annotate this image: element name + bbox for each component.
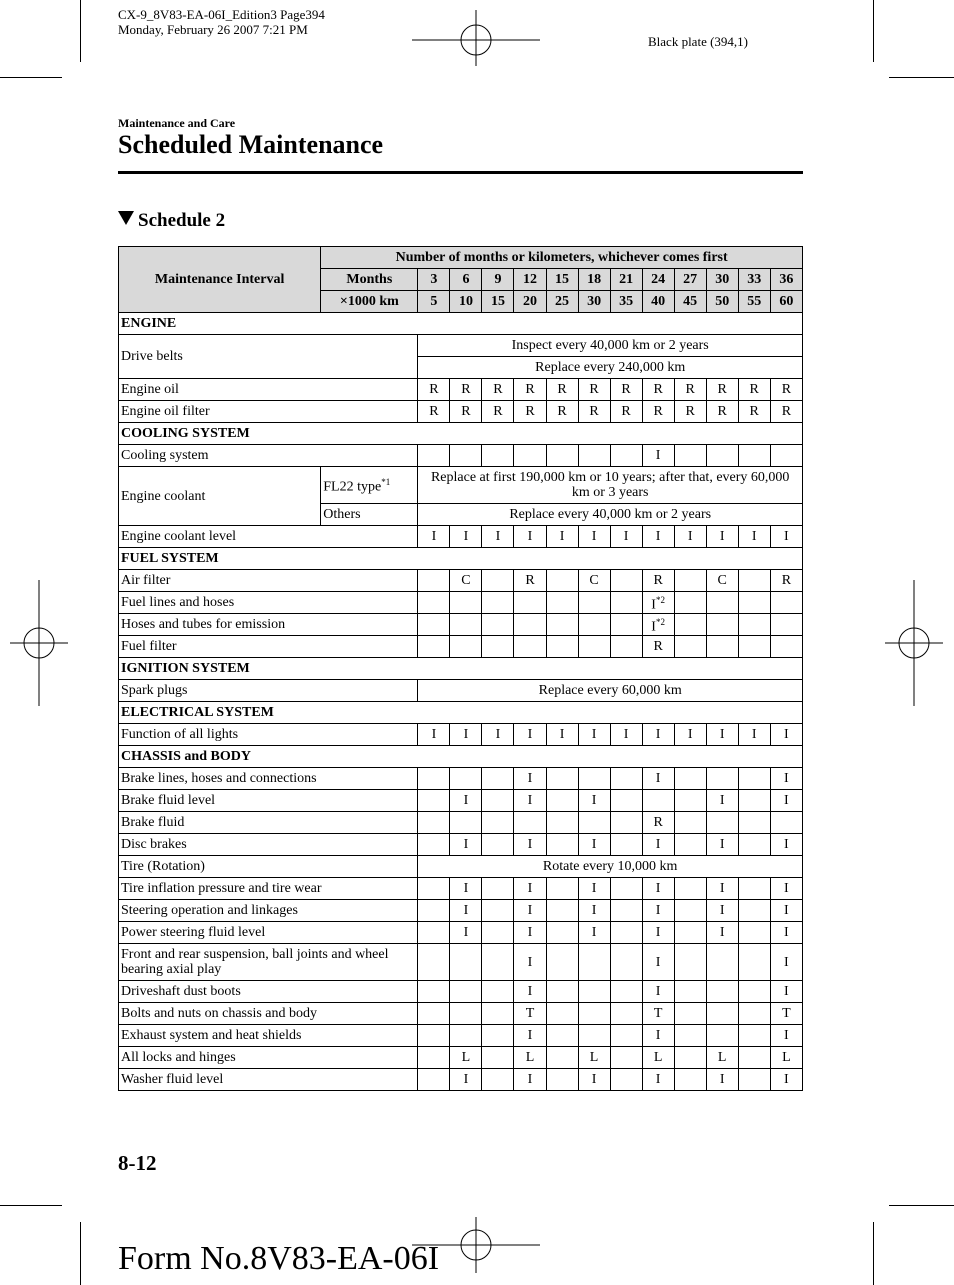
cell: I <box>674 724 706 746</box>
month-cell: 36 <box>770 269 802 291</box>
print-header-line1: CX-9_8V83-EA-06I_Edition3 Page394 <box>118 7 325 22</box>
cell: L <box>642 1047 674 1069</box>
title-rule <box>118 171 803 174</box>
cell: T <box>642 1003 674 1025</box>
cell: L <box>578 1047 610 1069</box>
table-row <box>119 981 803 1003</box>
cell: I <box>514 900 546 922</box>
cell: I <box>770 768 802 790</box>
row-label-driveshaft: Driveshaft dust boots <box>119 981 418 1003</box>
row-label-power-steering: Power steering fluid level <box>119 922 418 944</box>
page-title: Scheduled Maintenance <box>118 130 384 159</box>
cell: I <box>418 526 450 548</box>
footnote-ref: *2 <box>655 594 665 605</box>
cell: R <box>642 379 674 401</box>
cell: I <box>514 922 546 944</box>
row-label-fuel-filter: Fuel filter <box>119 636 418 658</box>
row-label-brake-fluid: Brake fluid <box>119 812 418 834</box>
cell: I <box>514 878 546 900</box>
table-row <box>119 944 803 981</box>
cell: I <box>674 526 706 548</box>
crop-mark <box>0 77 62 78</box>
row-label-steering: Steering operation and linkages <box>119 900 418 922</box>
month-cell: 15 <box>546 269 578 291</box>
cell: R <box>578 379 610 401</box>
cell: R <box>546 401 578 423</box>
cell: I <box>770 724 802 746</box>
others-text: Replace every 40,000 km or 2 years <box>418 504 803 526</box>
table-row <box>119 592 803 614</box>
cell: I <box>642 834 674 856</box>
cell: I <box>514 1025 546 1047</box>
table-row <box>119 878 803 900</box>
cell: I <box>514 1069 546 1091</box>
km-label: ×1000 km <box>321 291 418 313</box>
registration-mark-left <box>8 578 70 708</box>
category-cooling: COOLING SYSTEM <box>119 423 803 445</box>
cell: R <box>674 401 706 423</box>
cell: R <box>546 379 578 401</box>
table-row <box>119 1047 803 1069</box>
km-cell: 50 <box>706 291 738 313</box>
row-label-exhaust: Exhaust system and heat shields <box>119 1025 418 1047</box>
drive-belts-inspect: Inspect every 40,000 km or 2 years <box>418 335 803 357</box>
km-cell: 40 <box>642 291 674 313</box>
row-label-air-filter: Air filter <box>119 570 418 592</box>
cell: L <box>514 1047 546 1069</box>
crop-mark <box>889 77 954 78</box>
cell: I <box>642 768 674 790</box>
month-cell: 27 <box>674 269 706 291</box>
table-row <box>119 526 803 548</box>
cell: I <box>546 724 578 746</box>
section-label: Maintenance and Care <box>118 116 236 130</box>
km-cell: 60 <box>770 291 802 313</box>
table-row <box>119 834 803 856</box>
row-label-disc-brakes: Disc brakes <box>119 834 418 856</box>
cell: R <box>642 570 674 592</box>
table-row <box>119 445 803 467</box>
cell: I <box>610 724 642 746</box>
category-fuel: FUEL SYSTEM <box>119 548 803 570</box>
cell: I <box>450 878 482 900</box>
cell: I <box>706 790 738 812</box>
row-label-suspension: Front and rear suspension, ball joints and wheel bearing axial play <box>119 944 418 981</box>
cell: I <box>642 1025 674 1047</box>
table-row <box>119 680 803 702</box>
cell: I <box>514 834 546 856</box>
cell: I <box>450 526 482 548</box>
table-row <box>119 724 803 746</box>
cell: I <box>514 790 546 812</box>
cell: I <box>514 981 546 1003</box>
cell: I <box>770 922 802 944</box>
cell: R <box>514 379 546 401</box>
cell: I <box>450 922 482 944</box>
km-cell: 30 <box>578 291 610 313</box>
interval-header: Maintenance Interval <box>119 247 321 313</box>
cell-text: I <box>651 597 656 613</box>
row-label-tire-inflation: Tire inflation pressure and tire wear <box>119 878 418 900</box>
cell: R <box>418 379 450 401</box>
table-row <box>119 401 803 423</box>
cell: I <box>706 834 738 856</box>
cell: L <box>770 1047 802 1069</box>
spark-plugs-text: Replace every 60,000 km <box>418 680 803 702</box>
cell: R <box>642 401 674 423</box>
cell: R <box>482 379 514 401</box>
cell: I <box>450 834 482 856</box>
cell: I <box>770 981 802 1003</box>
km-cell: 10 <box>450 291 482 313</box>
cell: R <box>482 401 514 423</box>
interval-top-header: Number of months or kilometers, whichever comes first <box>321 247 803 269</box>
cell: T <box>514 1003 546 1025</box>
cell: I <box>450 1069 482 1091</box>
row-label-drive-belts: Drive belts <box>119 335 418 379</box>
row-label-coolant-level: Engine coolant level <box>119 526 418 548</box>
cell: C <box>578 570 610 592</box>
cell: I <box>770 1069 802 1091</box>
cell: I <box>578 922 610 944</box>
maintenance-table <box>118 246 803 1091</box>
cell: C <box>706 570 738 592</box>
cell: I <box>706 526 738 548</box>
drive-belts-replace: Replace every 240,000 km <box>418 357 803 379</box>
month-cell: 30 <box>706 269 738 291</box>
cell: R <box>610 401 642 423</box>
cell: R <box>770 570 802 592</box>
cell: I <box>770 944 802 981</box>
fl22-type-label <box>321 467 418 504</box>
registration-mark-right <box>883 578 945 708</box>
table-row <box>119 922 803 944</box>
km-cell: 25 <box>546 291 578 313</box>
month-cell: 33 <box>738 269 770 291</box>
km-cell: 55 <box>738 291 770 313</box>
footnote-ref: *1 <box>381 477 391 488</box>
cell: I <box>642 900 674 922</box>
cell: I <box>450 724 482 746</box>
fl22-type-text-cell: Replace at first 190,000 km or 10 years; after that, every 60,000 km or 3 years <box>418 467 803 504</box>
cell: R <box>450 379 482 401</box>
row-label-brake-lines: Brake lines, hoses and connections <box>119 768 418 790</box>
crop-mark <box>0 1205 62 1206</box>
cell: I <box>514 944 546 981</box>
row-label-spark-plugs: Spark plugs <box>119 680 418 702</box>
cell <box>642 614 674 636</box>
table-row <box>119 636 803 658</box>
row-label-engine-oil: Engine oil <box>119 379 418 401</box>
cell: I <box>706 900 738 922</box>
cell: I <box>706 724 738 746</box>
cell: R <box>642 812 674 834</box>
cell: T <box>770 1003 802 1025</box>
cell: I <box>642 1069 674 1091</box>
cell: I <box>770 526 802 548</box>
cell: I <box>770 878 802 900</box>
table-row <box>119 570 803 592</box>
table-row <box>119 1003 803 1025</box>
cell: R <box>706 379 738 401</box>
cell: I <box>738 724 770 746</box>
cell: I <box>578 1069 610 1091</box>
km-cell: 35 <box>610 291 642 313</box>
cell: I <box>642 981 674 1003</box>
cell: R <box>610 379 642 401</box>
month-cell: 3 <box>418 269 450 291</box>
cell: R <box>770 401 802 423</box>
month-cell: 6 <box>450 269 482 291</box>
table-row <box>119 768 803 790</box>
cell <box>642 592 674 614</box>
table-row <box>119 790 803 812</box>
km-cell: 15 <box>482 291 514 313</box>
cell: I <box>610 526 642 548</box>
cell: R <box>450 401 482 423</box>
tire-rotation-text: Rotate every 10,000 km <box>418 856 803 878</box>
cell: I <box>578 724 610 746</box>
cell: R <box>642 636 674 658</box>
category-electrical: ELECTRICAL SYSTEM <box>119 702 803 724</box>
crop-mark <box>873 1222 874 1285</box>
table-row <box>119 379 803 401</box>
cell: R <box>578 401 610 423</box>
cell: L <box>706 1047 738 1069</box>
plate-label: Black plate (394,1) <box>648 34 748 49</box>
cell-text: I <box>651 619 656 635</box>
cell: I <box>770 900 802 922</box>
cell: I <box>642 526 674 548</box>
cell: I <box>514 526 546 548</box>
category-engine: ENGINE <box>119 313 803 335</box>
months-label: Months <box>321 269 418 291</box>
km-cell: 45 <box>674 291 706 313</box>
cell: I <box>642 724 674 746</box>
cell: R <box>706 401 738 423</box>
cell: I <box>642 878 674 900</box>
cell: I <box>706 878 738 900</box>
table-row <box>119 614 803 636</box>
cell: I <box>450 790 482 812</box>
cell: I <box>770 834 802 856</box>
row-label-bolts: Bolts and nuts on chassis and body <box>119 1003 418 1025</box>
row-label-engine-coolant: Engine coolant <box>119 467 321 526</box>
schedule-heading-text: Schedule 2 <box>138 210 226 231</box>
cell: I <box>514 724 546 746</box>
month-cell: 24 <box>642 269 674 291</box>
cell: I <box>578 878 610 900</box>
month-cell: 18 <box>578 269 610 291</box>
cell: R <box>674 379 706 401</box>
row-label-hoses-emission: Hoses and tubes for emission <box>119 614 418 636</box>
crop-mark <box>80 1222 81 1285</box>
cell: R <box>514 401 546 423</box>
table-row <box>119 812 803 834</box>
table-row <box>119 856 803 878</box>
crop-mark <box>80 0 81 62</box>
triangle-down-icon <box>118 211 134 225</box>
row-label-cooling-system: Cooling system <box>119 445 418 467</box>
row-label-washer: Washer fluid level <box>119 1069 418 1091</box>
form-number: Form No.8V83-EA-06I <box>118 1240 440 1277</box>
km-cell: 20 <box>514 291 546 313</box>
others-label: Others <box>321 504 418 526</box>
row-label-brake-fluid-level: Brake fluid level <box>119 790 418 812</box>
print-header-line2: Monday, February 26 2007 7:21 PM <box>118 22 308 37</box>
row-label-fuel-lines: Fuel lines and hoses <box>119 592 418 614</box>
cell: I <box>706 922 738 944</box>
cell: I <box>578 526 610 548</box>
cell: I <box>482 526 514 548</box>
cell: I <box>642 944 674 981</box>
table-row <box>119 900 803 922</box>
cell: L <box>450 1047 482 1069</box>
cell: I <box>418 724 450 746</box>
category-chassis: CHASSIS and BODY <box>119 746 803 768</box>
print-header <box>118 7 325 37</box>
row-label-locks: All locks and hinges <box>119 1047 418 1069</box>
table-row <box>119 1025 803 1047</box>
cell: I <box>546 526 578 548</box>
row-label-tire-rotation: Tire (Rotation) <box>119 856 418 878</box>
crop-mark <box>873 0 874 62</box>
cell: R <box>514 570 546 592</box>
cell: I <box>770 790 802 812</box>
cell: I <box>770 1025 802 1047</box>
category-ignition: IGNITION SYSTEM <box>119 658 803 680</box>
fl22-type-text: FL22 type <box>323 479 382 495</box>
month-cell: 9 <box>482 269 514 291</box>
row-label-lights: Function of all lights <box>119 724 418 746</box>
crop-mark <box>889 1205 954 1206</box>
cell: R <box>738 379 770 401</box>
cell: I <box>706 1069 738 1091</box>
cell: I <box>578 834 610 856</box>
cell: R <box>738 401 770 423</box>
footnote-ref: *2 <box>655 616 665 627</box>
cell: I <box>578 790 610 812</box>
month-cell: 21 <box>610 269 642 291</box>
cell: I <box>578 900 610 922</box>
cell: I <box>642 922 674 944</box>
registration-mark-top <box>410 8 542 68</box>
schedule-heading <box>118 210 225 232</box>
km-cell: 5 <box>418 291 450 313</box>
cell: I <box>450 900 482 922</box>
cell: I <box>642 445 674 467</box>
cell: I <box>738 526 770 548</box>
cell: R <box>418 401 450 423</box>
cell: C <box>450 570 482 592</box>
row-label-engine-oil-filter: Engine oil filter <box>119 401 418 423</box>
cell: I <box>514 768 546 790</box>
page-number: 8-12 <box>118 1151 157 1175</box>
month-cell: 12 <box>514 269 546 291</box>
cell: I <box>482 724 514 746</box>
cell: R <box>770 379 802 401</box>
table-row <box>119 1069 803 1091</box>
